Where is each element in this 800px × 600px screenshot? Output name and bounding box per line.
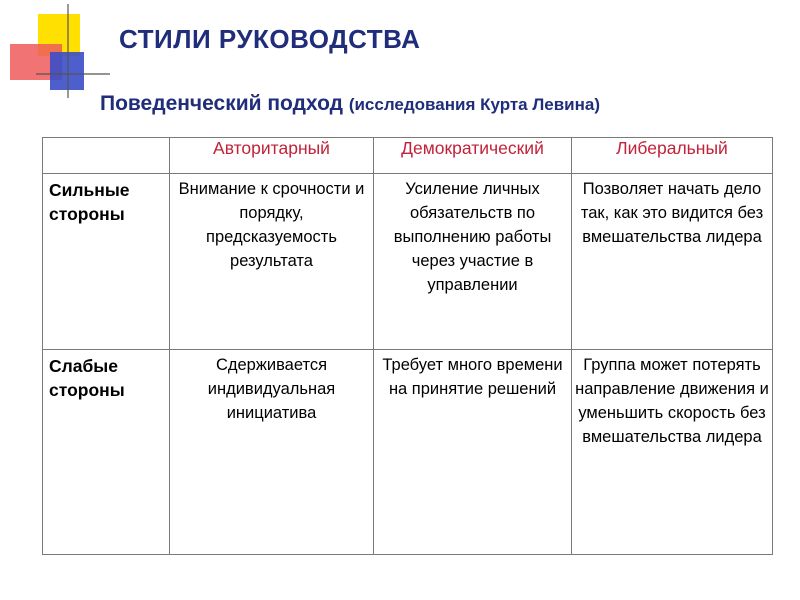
cell-strengths-democratic: Усиление личных обязательств по выполнению работы через участие в управлении [374,174,572,350]
header-empty-cell [43,138,170,174]
header-democratic: Демократический [374,138,572,174]
header-liberal: Либеральный [572,138,773,174]
header-authoritarian: Авторитарный [170,138,374,174]
table-header-row [43,138,773,174]
cell-strengths-liberal: Позволяет начать дело так, как это видится без вмешательства лидера [572,174,773,350]
subtitle [100,92,600,116]
subtitle-main: Поведенческий подход [100,92,343,115]
cell-weaknesses-liberal: Группа может потерять направление движения и уменьшить скорость без вмешательства лидера [572,350,773,555]
table-row-weaknesses [43,350,773,555]
row-label-weaknesses: Слабые стороны [43,350,170,555]
table-row-strengths [43,174,773,350]
cell-weaknesses-democratic: Требует много времени на принятие решений [374,350,572,555]
decorative-squares [0,0,110,100]
subtitle-paren: (исследования Курта Левина) [348,95,601,114]
cell-strengths-authoritarian: Внимание к срочности и порядку, предсказуемость результата [170,174,374,350]
cell-weaknesses-authoritarian: Сдерживается индивидуальная инициатива [170,350,374,555]
page-title: СТИЛИ РУКОВОДСТВА [119,24,421,54]
blue-square [50,52,84,90]
leadership-styles-table [42,137,773,555]
row-label-strengths: Сильные стороны [43,174,170,350]
